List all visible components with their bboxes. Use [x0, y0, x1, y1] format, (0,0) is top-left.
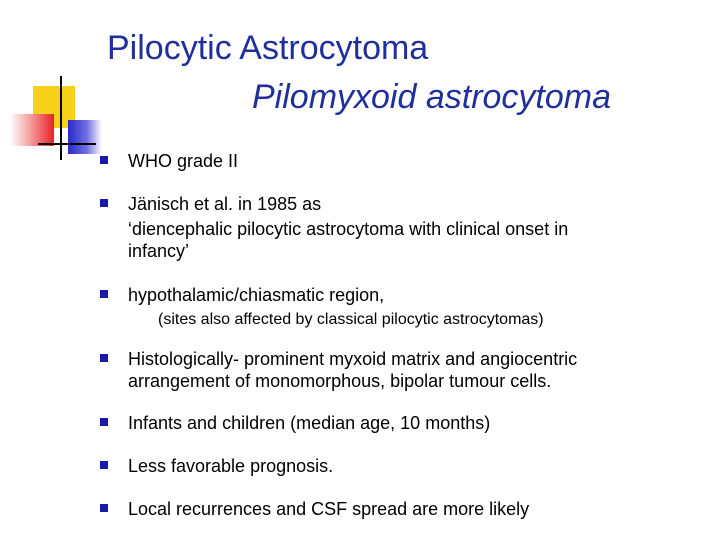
slide-title-line1: Pilocytic Astrocytoma: [107, 29, 429, 67]
bullet-text: Histologically- prominent myxoid matrix and angiocentric: [128, 349, 578, 369]
bullet-text: hypothalamic/chiasmatic region,: [128, 285, 385, 305]
bullet-text: Less favorable prognosis.: [128, 456, 334, 476]
bullet-text-continued: infancy’: [128, 241, 190, 261]
bullet-subnote: (sites also affected by classical pilocytic astrocytomas): [158, 311, 544, 328]
decor-vertical-line: [60, 76, 62, 160]
decor-horizontal-line: [38, 143, 96, 145]
bullet-marker: [100, 290, 108, 298]
bullet-text-continued: arrangement of monomorphous, bipolar tumour cells.: [128, 371, 552, 391]
bullet-marker: [100, 199, 108, 207]
bullet-marker: [100, 504, 108, 512]
bullet-text: Jänisch et al. in 1985 as: [128, 194, 322, 214]
bullet-text-continued: ‘diencephalic pilocytic astrocytoma with clinical onset in: [128, 219, 569, 239]
bullet-text: Infants and children (median age, 10 months): [128, 413, 491, 433]
bullet-marker: [100, 461, 108, 469]
bullet-text: Local recurrences and CSF spread are more likely: [128, 499, 530, 519]
bullet-text: WHO grade II: [128, 151, 239, 171]
slide-title-line2: Pilomyxoid astrocytoma: [252, 78, 612, 116]
bullet-marker: [100, 354, 108, 362]
bullet-marker: [100, 418, 108, 426]
decor-blue-square: [68, 120, 102, 154]
decor-red-square: [10, 114, 54, 146]
bullet-marker: [100, 156, 108, 164]
